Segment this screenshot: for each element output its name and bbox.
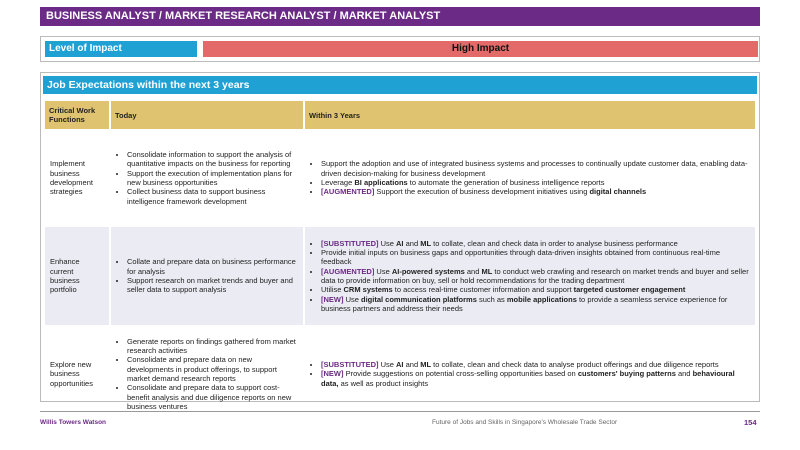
list-item: • Consolidate and prepare data on new developments in product offerings, to support market demand research reports	[127, 355, 299, 383]
work-function: Enhance current business portfolio	[45, 227, 109, 325]
list-item: • Support the adoption and use of integrated business systems and processes to continually update customer data, enabling data-driven decision-making for business development	[321, 159, 751, 178]
column-header-functions: Critical Work Functions	[45, 101, 109, 129]
page-number: 154	[744, 418, 757, 427]
work-function: Explore new business opportunities	[50, 359, 93, 388]
job-expectations-header: Job Expectations within the next 3 years	[43, 76, 757, 94]
list-item: • Leverage BI applications to automate the generation of business intelligence reports	[321, 178, 751, 187]
list-item: • Collect business data to support business intelligence framework development	[127, 187, 299, 206]
list-item: • Generate reports on findings gathered from market research activities	[127, 337, 299, 356]
list-item: • [NEW] Provide suggestions on potential cross-selling opportunities based on customers' buying patterns and behavioural data, as well as product insights	[321, 369, 751, 388]
list-item: • Utilise CRM systems to access real-time customer information and support targeted customer engagement	[321, 285, 751, 294]
page-title: BUSINESS ANALYST / MARKET RESEARCH ANALYST / MARKET ANALYST	[40, 7, 760, 26]
footer-divider	[40, 411, 760, 412]
today-cell	[111, 328, 303, 420]
column-header-within-3-years: Within 3 Years	[305, 101, 755, 129]
within-3-years-cell	[305, 227, 755, 325]
within-3-years-cell	[305, 328, 755, 420]
table-row	[45, 227, 755, 325]
footer-company: Willis Towers Watson	[40, 419, 107, 426]
table-row	[45, 328, 755, 420]
list-item: • Support the execution of implementation plans for new business opportunities	[127, 169, 299, 188]
list-item: • Support research on market trends and buyer and seller data to support analysis	[127, 276, 299, 295]
list-item: • Consolidate and prepare data to support cost-benefit analysis and due diligence reports on new business ventures	[127, 383, 299, 411]
list-item: • Provide initial inputs on business gaps and opportunities through data-driven insights obtained from continuous real-time feedback	[321, 248, 751, 267]
impact-label: Level of Impact	[45, 41, 197, 57]
list-item: • Collate and prepare data on business performance for analysis	[127, 257, 299, 276]
column-header-today: Today	[111, 101, 303, 129]
within-3-years-cell	[305, 132, 755, 224]
list-item: • Consolidate information to support the analysis of quantitative impacts on the business for reporting	[127, 150, 299, 169]
work-function: Implement business development strategies	[50, 159, 93, 197]
job-expectations-panel	[40, 72, 760, 412]
list-item: • [AUGMENTED] Use AI-powered systems and ML to conduct web crawling and research on market trends and buyer and seller data to provide information on buy, sell or hold recommendations for the trading department	[321, 267, 751, 286]
impact-panel	[40, 36, 760, 62]
today-cell	[111, 227, 303, 325]
list-item: • [AUGMENTED] Support the execution of business development initiatives using digital channels	[321, 187, 751, 196]
footer-report-title: Future of Jobs and Skills in Singapore's Wholesale Trade Sector	[432, 419, 618, 426]
impact-value: High Impact	[203, 41, 758, 57]
list-item: • [NEW] Use digital communication platforms such as mobile applications to provide a seamless service experience for business partners and address their needs	[321, 295, 751, 314]
list-item: • [SUBSTITUTED] Use AI and ML to collate, clean and check data to analyse product offerings and due diligence reports	[321, 360, 751, 369]
today-cell	[111, 132, 303, 224]
table-row	[45, 132, 755, 224]
table-header-row	[45, 101, 755, 129]
list-item: • [SUBSTITUTED] Use AI and ML to collate, clean and check data in order to analyse business performance	[321, 239, 751, 248]
job-expectations-table	[43, 98, 757, 423]
